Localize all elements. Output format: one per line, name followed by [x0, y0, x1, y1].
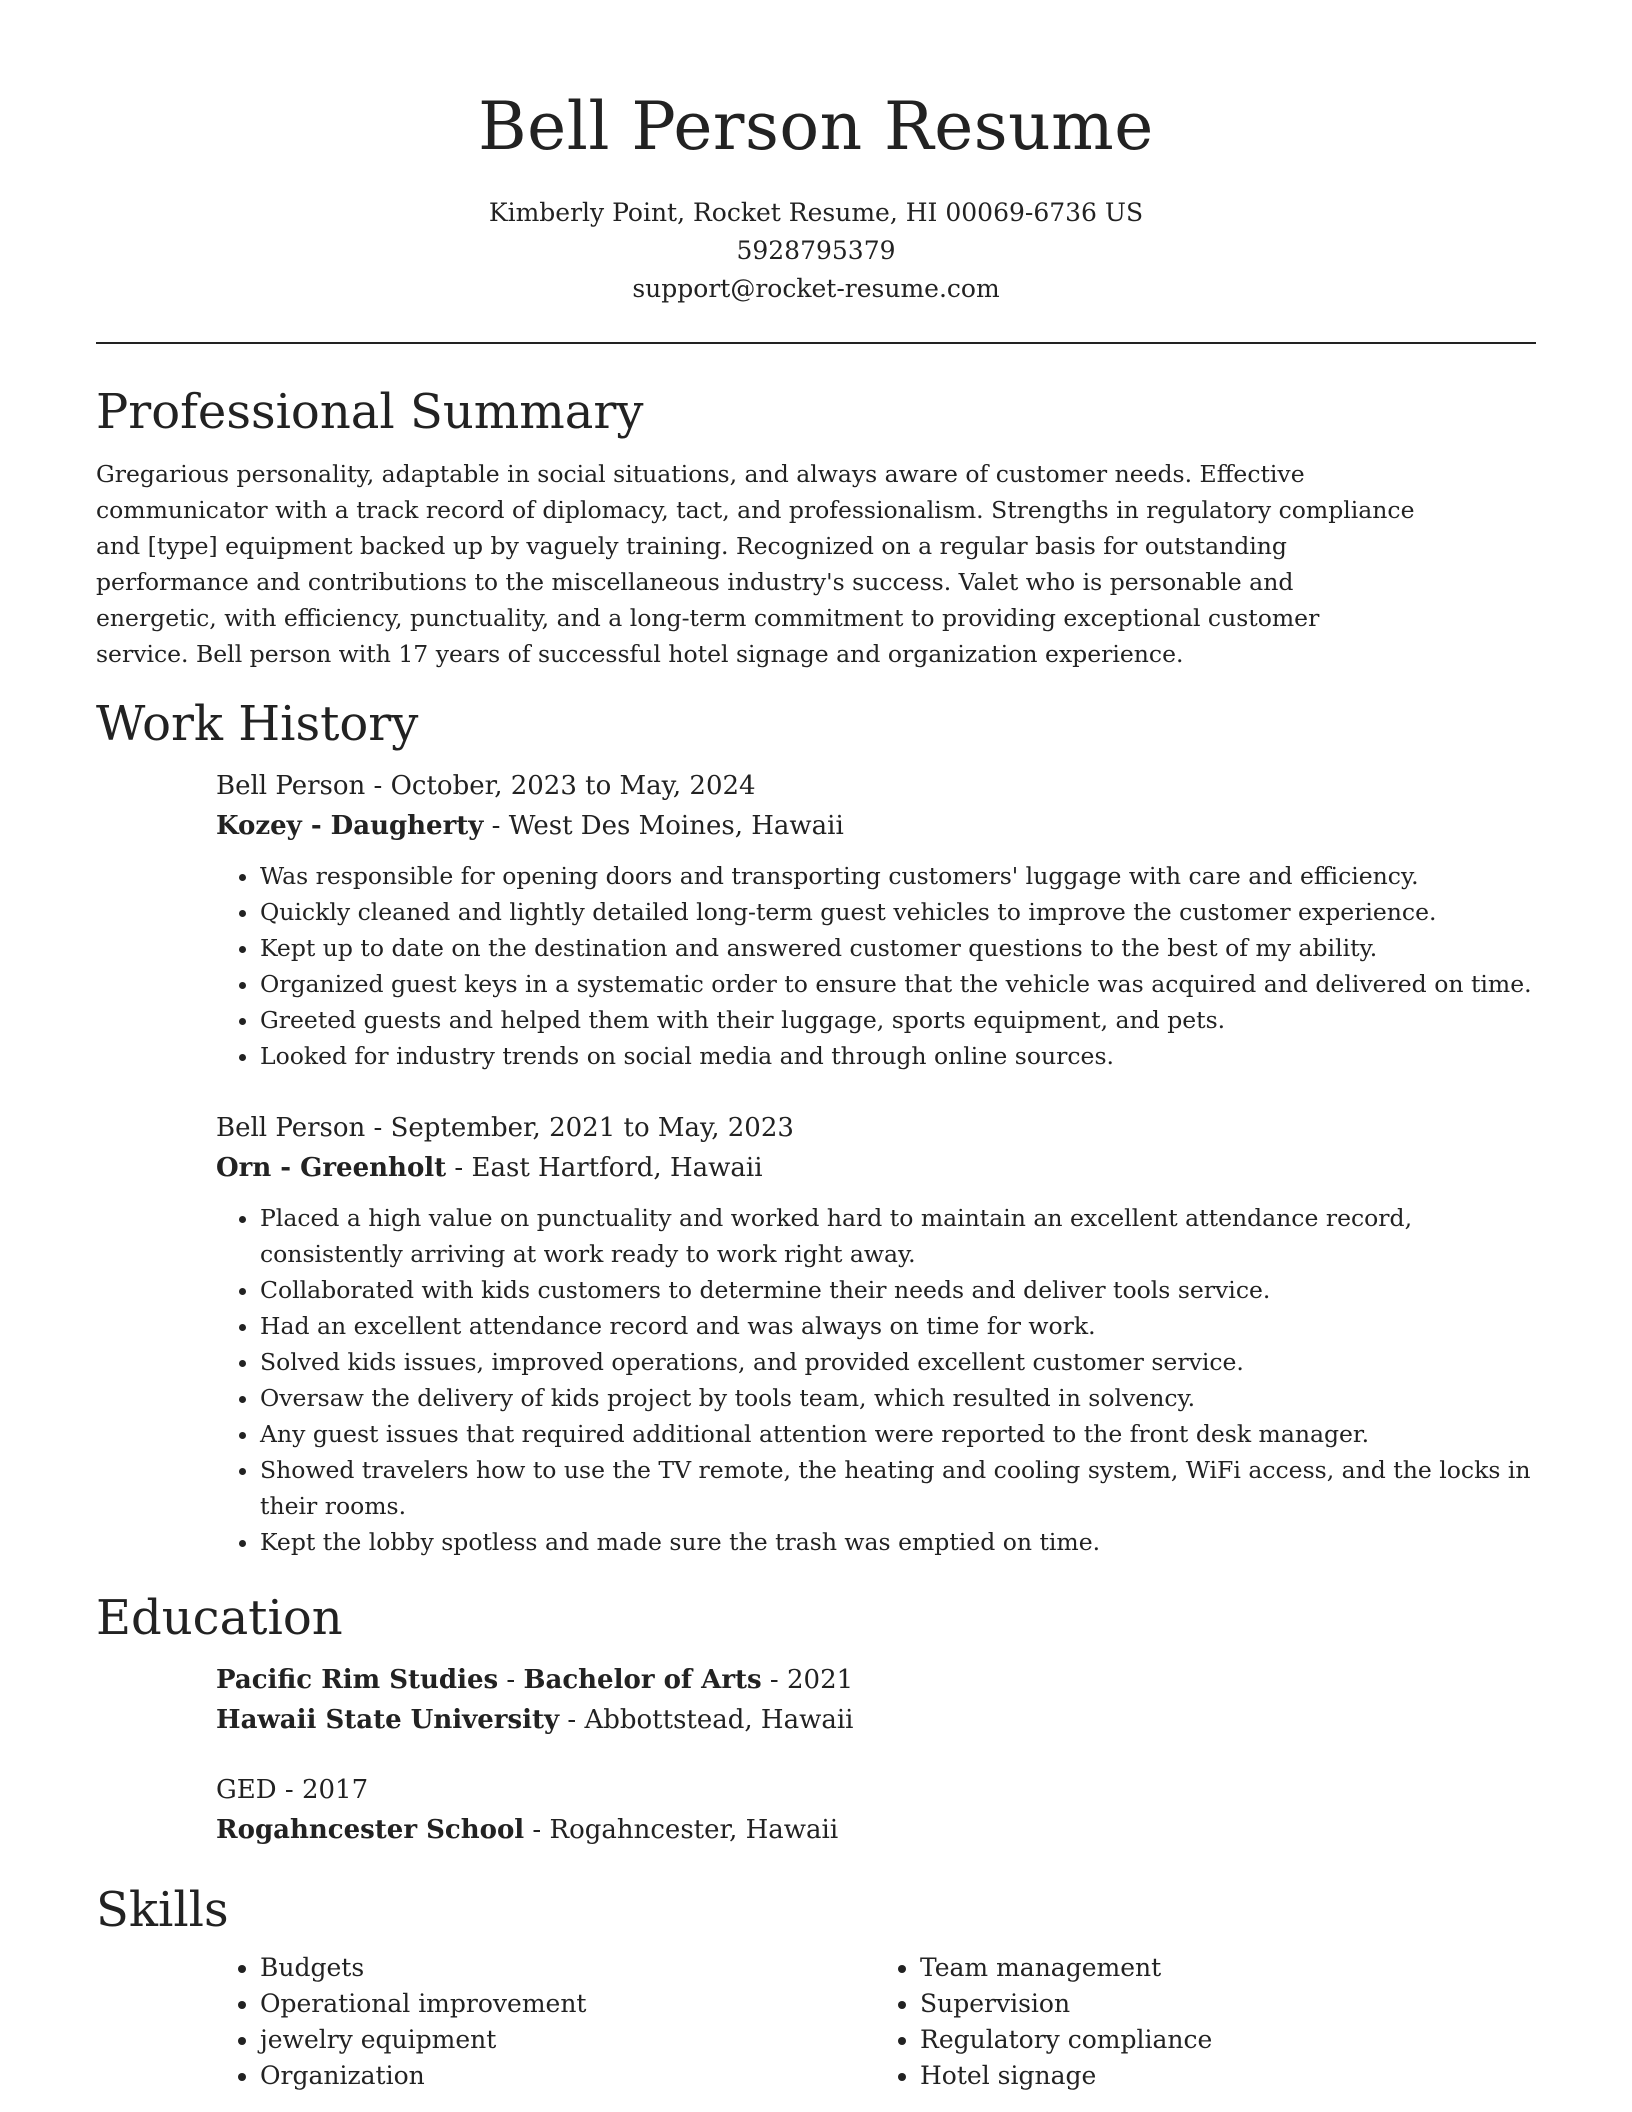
education-year: 2017 [301, 1775, 369, 1805]
education-degree: GED [216, 1775, 277, 1805]
skills-heading: Skills [96, 1882, 229, 1938]
contact-email: support@rocket-resume.com [632, 274, 1000, 303]
skill-item: • Hotel signage [920, 2058, 1536, 2094]
education-entry [216, 1660, 1536, 1740]
job-bullets [216, 1200, 1536, 1560]
job-title-line: Bell Person - September, 2021 to May, 2023 [216, 1113, 794, 1143]
job-role: Bell Person [216, 1113, 366, 1143]
summary-section [96, 382, 1536, 672]
education-degree-line: GED - 2017 [216, 1775, 369, 1805]
skills-columns [216, 1940, 1536, 2094]
education-degree-line: Pacific Rim Studies - Bachelor of Arts - 2021 [216, 1665, 854, 1695]
work-history-section [96, 694, 1536, 1560]
job-entry [216, 766, 1536, 1074]
job-role: Bell Person [216, 771, 366, 801]
job-bullet: • Quickly cleaned and lightly detailed long-term guest vehicles to improve the customer experience. [260, 894, 1536, 930]
skill-item: • Regulatory compliance [920, 2022, 1536, 2058]
resume-header [96, 0, 1536, 308]
contact-address: Kimberly Point, Rocket Resume, HI 00069-6736 US [488, 198, 1144, 227]
skill-item: • Operational improvement [260, 1986, 876, 2022]
education-degree: Bachelor of Arts [523, 1665, 762, 1695]
job-company: Orn - Greenholt [216, 1153, 447, 1183]
resume-page [96, 0, 1536, 2094]
education-section [96, 1588, 1536, 1850]
job-bullet: • Kept the lobby spotless and made sure the trash was emptied on time. [260, 1524, 1536, 1560]
education-location: Rogahncester, Hawaii [549, 1815, 839, 1845]
education-year: 2021 [787, 1665, 854, 1695]
job-bullet: • Showed travelers how to use the TV remote, the heating and cooling system, WiFi access, and the locks in their rooms. [260, 1452, 1536, 1524]
education-school-line: Rogahncester School - Rogahncester, Hawaii [216, 1815, 839, 1845]
skill-item: • Team management [920, 1950, 1536, 1986]
job-company: Kozey - Daugherty [216, 811, 484, 841]
education-school-line: Hawaii State University - Abbottstead, Hawaii [216, 1705, 854, 1735]
job-company-line: Orn - Greenholt - East Hartford, Hawaii [216, 1153, 763, 1183]
work-history-heading: Work History [96, 696, 419, 752]
job-bullet: • Organized guest keys in a systematic order to ensure that the vehicle was acquired and delivered on time. [260, 966, 1536, 1002]
header-divider [96, 342, 1536, 344]
job-bullet: • Collaborated with kids customers to determine their needs and deliver tools service. [260, 1272, 1536, 1308]
job-dates: September, 2021 to May, 2023 [390, 1113, 794, 1143]
job-bullet: • Kept up to date on the destination and answered customer questions to the best of my ability. [260, 930, 1536, 966]
job-bullet: • Oversaw the delivery of kids project by tools team, which resulted in solvency. [260, 1380, 1536, 1416]
job-bullet: • Any guest issues that required additional attention were reported to the front desk manager. [260, 1416, 1536, 1452]
job-bullet: • Had an excellent attendance record and was always on time for work. [260, 1308, 1536, 1344]
skill-item: • Supervision [920, 1986, 1536, 2022]
job-title-line: Bell Person - October, 2023 to May, 2024 [216, 771, 756, 801]
skill-item: • Budgets [260, 1950, 876, 1986]
skill-item: • jewelry equipment [260, 2022, 876, 2058]
skills-list-right [876, 1950, 1536, 2094]
summary-text: Gregarious personality, adaptable in social situations, and always aware of customer needs. Effective communicator with a track record of diplomacy, tact, and professionalism. Strengths in regulatory compliance and [type] equipment backed up by vaguely training. Recognized on a regular basis for outstanding performance and contributions to the miscellaneous industry's success. Valet who is personable and energetic, with efficiency, punctuality, and a long-term commitment to providing exceptional customer service. Bell person with 17 years of successful hotel signage and organization experience. [96, 460, 1415, 668]
contact-block [96, 194, 1536, 308]
job-bullet: • Was responsible for opening doors and transporting customers' luggage with care and efficiency. [260, 858, 1536, 894]
skills-section [96, 1880, 1536, 2094]
job-dates: October, 2023 to May, 2024 [390, 771, 756, 801]
education-heading: Education [96, 1590, 343, 1646]
resume-name: Bell Person Resume [478, 88, 1154, 165]
job-bullets [216, 858, 1536, 1074]
job-bullet: • Solved kids issues, improved operations, and provided excellent customer service. [260, 1344, 1536, 1380]
job-company-line: Kozey - Daugherty - West Des Moines, Hawaii [216, 811, 844, 841]
education-field: Pacific Rim Studies [216, 1665, 499, 1695]
job-location: West Des Moines, Hawaii [508, 811, 844, 841]
contact-phone: 5928795379 [736, 236, 896, 265]
education-school: Rogahncester School [216, 1815, 525, 1845]
job-bullet: • Greeted guests and helped them with their luggage, sports equipment, and pets. [260, 1002, 1536, 1038]
skill-item: • Organization [260, 2058, 876, 2094]
job-bullet: • Placed a high value on punctuality and worked hard to maintain an excellent attendance record, consistently arriving at work ready to work right away. [260, 1200, 1536, 1272]
job-location: East Hartford, Hawaii [471, 1153, 763, 1183]
summary-heading: Professional Summary [96, 384, 644, 440]
education-entry [216, 1770, 1536, 1850]
job-entry [216, 1108, 1536, 1560]
job-bullet: • Looked for industry trends on social media and through online sources. [260, 1038, 1536, 1074]
skills-list-left [216, 1950, 876, 2094]
education-school: Hawaii State University [216, 1705, 560, 1735]
education-location: Abbottstead, Hawaii [584, 1705, 854, 1735]
